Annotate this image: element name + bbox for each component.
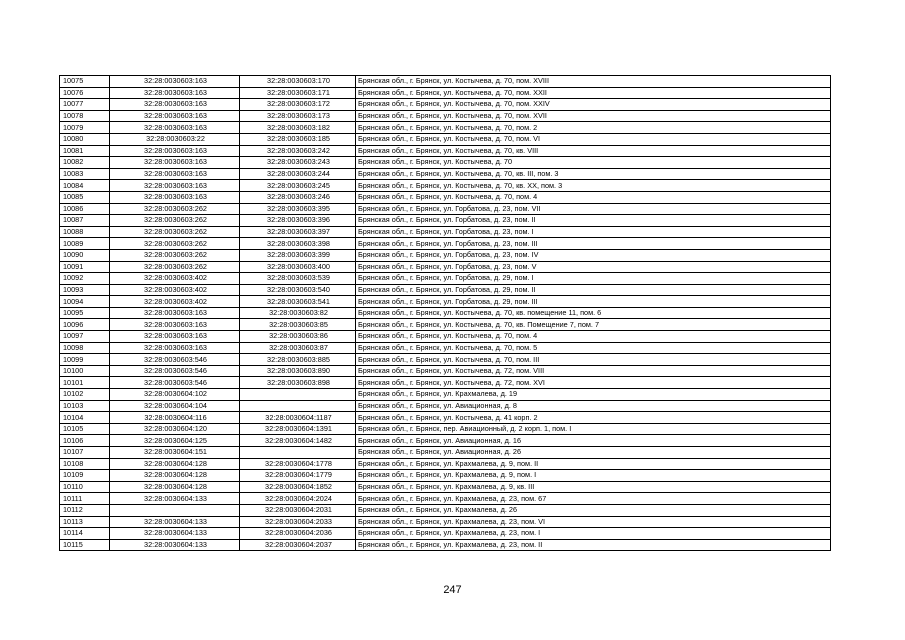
address-cell: Брянская обл., г. Брянск, ул. Крахмалева, д. 23, пом. 67 (356, 493, 831, 505)
table-row (60, 307, 831, 319)
row-number-cell: 10091 (60, 261, 110, 273)
table-row (60, 412, 831, 424)
parcel-number-cell: 32:28:0030603:163 (110, 319, 240, 331)
object-number-cell: 32:28:0030604:1852 (240, 481, 356, 493)
table-row (60, 365, 831, 377)
address-cell: Брянская обл., г. Брянск, ул. Горбатова, д. 29, пом. I (356, 273, 831, 285)
address-cell: Брянская обл., г. Брянск, ул. Костычева, д. 70 (356, 157, 831, 169)
table-row (60, 447, 831, 459)
table-row (60, 249, 831, 261)
row-number-cell: 10100 (60, 365, 110, 377)
object-number-cell: 32:28:0030603:540 (240, 284, 356, 296)
address-cell: Брянская обл., г. Брянск, ул. Горбатова, д. 23, пом. III (356, 238, 831, 250)
parcel-number-cell: 32:28:0030603:262 (110, 203, 240, 215)
object-number-cell: 32:28:0030603:245 (240, 180, 356, 192)
object-number-cell: 32:28:0030603:242 (240, 145, 356, 157)
object-number-cell: 32:28:0030603:885 (240, 354, 356, 366)
address-cell: Брянская обл., г. Брянск, ул. Костычева, д. 70, кв. III, пом. 3 (356, 168, 831, 180)
address-cell: Брянская обл., г. Брянск, ул. Крахмалева, д. 26 (356, 504, 831, 516)
object-number-cell: 32:28:0030603:185 (240, 133, 356, 145)
table-row (60, 423, 831, 435)
parcel-number-cell: 32:28:0030603:163 (110, 307, 240, 319)
address-cell: Брянская обл., г. Брянск, ул. Крахмалева, д. 23, пом. VI (356, 516, 831, 528)
object-number-cell: 32:28:0030603:86 (240, 331, 356, 343)
table-row (60, 261, 831, 273)
table-row (60, 493, 831, 505)
parcel-number-cell: 32:28:0030603:262 (110, 226, 240, 238)
row-number-cell: 10090 (60, 249, 110, 261)
row-number-cell: 10095 (60, 307, 110, 319)
parcel-number-cell: 32:28:0030603:163 (110, 76, 240, 88)
object-number-cell: 32:28:0030604:2031 (240, 504, 356, 516)
address-cell: Брянская обл., г. Брянск, ул. Крахмалева, д. 9, пом. I (356, 470, 831, 482)
parcel-number-cell: 32:28:0030603:546 (110, 354, 240, 366)
table-row (60, 528, 831, 540)
row-number-cell: 10108 (60, 458, 110, 470)
address-cell: Брянская обл., г. Брянск, ул. Костычева, д. 70, пом. 2 (356, 122, 831, 134)
row-number-cell: 10099 (60, 354, 110, 366)
parcel-number-cell: 32:28:0030604:102 (110, 389, 240, 401)
address-cell: Брянская обл., г. Брянск, ул. Костычева, д. 70, кв. помещение 11, пом. 6 (356, 307, 831, 319)
address-cell: Брянская обл., г. Брянск, ул. Горбатова, д. 29, пом. II (356, 284, 831, 296)
table-row (60, 215, 831, 227)
table-row (60, 481, 831, 493)
parcel-number-cell: 32:28:0030604:133 (110, 493, 240, 505)
address-cell: Брянская обл., г. Брянск, ул. Горбатова, д. 23, пом. V (356, 261, 831, 273)
row-number-cell: 10112 (60, 504, 110, 516)
object-number-cell: 32:28:0030603:890 (240, 365, 356, 377)
table-row (60, 168, 831, 180)
object-number-cell: 32:28:0030604:2033 (240, 516, 356, 528)
row-number-cell: 10076 (60, 87, 110, 99)
address-cell: Брянская обл., г. Брянск, ул. Костычева, д. 70, пом. III (356, 354, 831, 366)
parcel-number-cell: 32:28:0030603:163 (110, 180, 240, 192)
parcel-number-cell: 32:28:0030603:546 (110, 377, 240, 389)
table-row (60, 458, 831, 470)
object-number-cell: 32:28:0030604:1391 (240, 423, 356, 435)
table-row (60, 110, 831, 122)
table-row (60, 238, 831, 250)
row-number-cell: 10114 (60, 528, 110, 540)
row-number-cell: 10079 (60, 122, 110, 134)
parcel-number-cell: 32:28:0030603:163 (110, 110, 240, 122)
address-cell: Брянская обл., г. Брянск, ул. Костычева, д. 70, пом. 4 (356, 191, 831, 203)
address-cell: Брянская обл., г. Брянск, ул. Костычева, д. 70, кв. VIII (356, 145, 831, 157)
parcel-number-cell: 32:28:0030603:163 (110, 87, 240, 99)
address-cell: Брянская обл., г. Брянск, ул. Костычева, д. 41 корп. 2 (356, 412, 831, 424)
row-number-cell: 10075 (60, 76, 110, 88)
row-number-cell: 10110 (60, 481, 110, 493)
address-cell: Брянская обл., г. Брянск, ул. Крахмалева, д. 9, кв. III (356, 481, 831, 493)
address-cell: Брянская обл., г. Брянск, ул. Горбатова, д. 29, пом. III (356, 296, 831, 308)
object-number-cell: 32:28:0030603:170 (240, 76, 356, 88)
parcel-number-cell: 32:28:0030603:262 (110, 215, 240, 227)
row-number-cell: 10089 (60, 238, 110, 250)
object-number-cell: 32:28:0030604:1187 (240, 412, 356, 424)
row-number-cell: 10085 (60, 191, 110, 203)
table-row (60, 180, 831, 192)
parcel-number-cell: 32:28:0030604:125 (110, 435, 240, 447)
table-row (60, 516, 831, 528)
row-number-cell: 10106 (60, 435, 110, 447)
address-cell: Брянская обл., г. Брянск, ул. Костычева, д. 70, кв. Помещение 7, пом. 7 (356, 319, 831, 331)
object-number-cell: 32:28:0030603:399 (240, 249, 356, 261)
table-row (60, 76, 831, 88)
address-cell: Брянская обл., г. Брянск, ул. Костычева, д. 70, пом. XXII (356, 87, 831, 99)
object-number-cell: 32:28:0030603:400 (240, 261, 356, 273)
address-cell: Брянская обл., г. Брянск, ул. Костычева, д. 72, пом. XVI (356, 377, 831, 389)
row-number-cell: 10096 (60, 319, 110, 331)
parcel-number-cell: 32:28:0030604:116 (110, 412, 240, 424)
table-row (60, 157, 831, 169)
table-row (60, 435, 831, 447)
object-number-cell: 32:28:0030603:397 (240, 226, 356, 238)
table-row (60, 203, 831, 215)
address-cell: Брянская обл., г. Брянск, ул. Горбатова, д. 23, пом. II (356, 215, 831, 227)
parcel-number-cell: 32:28:0030603:163 (110, 331, 240, 343)
address-cell: Брянская обл., г. Брянск, ул. Костычева, д. 70, пом. XVII (356, 110, 831, 122)
parcel-number-cell: 32:28:0030604:120 (110, 423, 240, 435)
table-row (60, 99, 831, 111)
table-body (60, 76, 831, 551)
address-cell: Брянская обл., г. Брянск, пер. Авиационный, д. 2 корп. 1, пом. I (356, 423, 831, 435)
parcel-number-cell: 32:28:0030604:133 (110, 528, 240, 540)
address-cell: Брянская обл., г. Брянск, ул. Крахмалева, д. 19 (356, 389, 831, 401)
row-number-cell: 10081 (60, 145, 110, 157)
object-number-cell: 32:28:0030603:85 (240, 319, 356, 331)
parcel-number-cell: 32:28:0030604:128 (110, 481, 240, 493)
table-row (60, 377, 831, 389)
parcel-number-cell: 32:28:0030603:163 (110, 157, 240, 169)
row-number-cell: 10083 (60, 168, 110, 180)
table-row (60, 191, 831, 203)
address-cell: Брянская обл., г. Брянск, ул. Крахмалева, д. 23, пом. I (356, 528, 831, 540)
address-cell: Брянская обл., г. Брянск, ул. Костычева, д. 70, пом. 4 (356, 331, 831, 343)
parcel-number-cell: 32:28:0030603:402 (110, 284, 240, 296)
row-number-cell: 10104 (60, 412, 110, 424)
address-cell: Брянская обл., г. Брянск, ул. Авиационная, д. 16 (356, 435, 831, 447)
object-number-cell: 32:28:0030603:87 (240, 342, 356, 354)
row-number-cell: 10082 (60, 157, 110, 169)
object-number-cell (240, 447, 356, 459)
address-cell: Брянская обл., г. Брянск, ул. Костычева, д. 70, пом. XVIII (356, 76, 831, 88)
row-number-cell: 10107 (60, 447, 110, 459)
row-number-cell: 10109 (60, 470, 110, 482)
parcel-number-cell: 32:28:0030604:128 (110, 470, 240, 482)
address-cell: Брянская обл., г. Брянск, ул. Костычева, д. 70, пом. XXIV (356, 99, 831, 111)
object-number-cell: 32:28:0030603:243 (240, 157, 356, 169)
object-number-cell: 32:28:0030604:2036 (240, 528, 356, 540)
row-number-cell: 10105 (60, 423, 110, 435)
object-number-cell: 32:28:0030604:1779 (240, 470, 356, 482)
address-cell: Брянская обл., г. Брянск, ул. Костычева, д. 70, кв. XX, пом. 3 (356, 180, 831, 192)
table-row (60, 319, 831, 331)
page-number: 247 (443, 584, 462, 596)
address-cell: Брянская обл., г. Брянск, ул. Горбатова, д. 23, пом. IV (356, 249, 831, 261)
address-cell: Брянская обл., г. Брянск, ул. Авиационная, д. 26 (356, 447, 831, 459)
parcel-number-cell: 32:28:0030604:133 (110, 516, 240, 528)
table-row (60, 226, 831, 238)
row-number-cell: 10101 (60, 377, 110, 389)
table-row (60, 284, 831, 296)
object-number-cell: 32:28:0030603:173 (240, 110, 356, 122)
row-number-cell: 10086 (60, 203, 110, 215)
object-number-cell: 32:28:0030603:539 (240, 273, 356, 285)
parcel-number-cell: 32:28:0030604:104 (110, 400, 240, 412)
row-number-cell: 10088 (60, 226, 110, 238)
table-row (60, 122, 831, 134)
parcel-number-cell: 32:28:0030603:163 (110, 191, 240, 203)
object-number-cell: 32:28:0030604:2037 (240, 539, 356, 551)
parcel-number-cell: 32:28:0030603:402 (110, 296, 240, 308)
parcel-number-cell: 32:28:0030603:22 (110, 133, 240, 145)
table-row (60, 331, 831, 343)
table-row (60, 87, 831, 99)
parcel-number-cell: 32:28:0030604:133 (110, 539, 240, 551)
row-number-cell: 10111 (60, 493, 110, 505)
row-number-cell: 10077 (60, 99, 110, 111)
parcel-number-cell: 32:28:0030603:402 (110, 273, 240, 285)
object-number-cell: 32:28:0030603:82 (240, 307, 356, 319)
table-row (60, 470, 831, 482)
cadastral-table (59, 75, 831, 551)
object-number-cell: 32:28:0030603:541 (240, 296, 356, 308)
object-number-cell: 32:28:0030604:2024 (240, 493, 356, 505)
table-row (60, 389, 831, 401)
table-row (60, 400, 831, 412)
address-cell: Брянская обл., г. Брянск, ул. Крахмалева, д. 23, пом. II (356, 539, 831, 551)
parcel-number-cell: 32:28:0030603:163 (110, 99, 240, 111)
address-cell: Брянская обл., г. Брянск, ул. Костычева, д. 70, пом. VI (356, 133, 831, 145)
object-number-cell: 32:28:0030604:1778 (240, 458, 356, 470)
row-number-cell: 10115 (60, 539, 110, 551)
parcel-number-cell: 32:28:0030603:163 (110, 145, 240, 157)
row-number-cell: 10097 (60, 331, 110, 343)
row-number-cell: 10102 (60, 389, 110, 401)
object-number-cell: 32:28:0030603:244 (240, 168, 356, 180)
table-row (60, 342, 831, 354)
parcel-number-cell: 32:28:0030603:546 (110, 365, 240, 377)
parcel-number-cell: 32:28:0030603:163 (110, 342, 240, 354)
row-number-cell: 10113 (60, 516, 110, 528)
table-row (60, 504, 831, 516)
object-number-cell (240, 400, 356, 412)
object-number-cell: 32:28:0030603:246 (240, 191, 356, 203)
address-cell: Брянская обл., г. Брянск, ул. Крахмалева, д. 9, пом. II (356, 458, 831, 470)
row-number-cell: 10092 (60, 273, 110, 285)
row-number-cell: 10078 (60, 110, 110, 122)
row-number-cell: 10080 (60, 133, 110, 145)
row-number-cell: 10098 (60, 342, 110, 354)
object-number-cell: 32:28:0030603:171 (240, 87, 356, 99)
object-number-cell: 32:28:0030603:898 (240, 377, 356, 389)
object-number-cell: 32:28:0030604:1482 (240, 435, 356, 447)
row-number-cell: 10087 (60, 215, 110, 227)
row-number-cell: 10103 (60, 400, 110, 412)
address-cell: Брянская обл., г. Брянск, ул. Горбатова, д. 23, пом. VII (356, 203, 831, 215)
address-cell: Брянская обл., г. Брянск, ул. Костычева, д. 72, пом. VIII (356, 365, 831, 377)
object-number-cell: 32:28:0030603:395 (240, 203, 356, 215)
parcel-number-cell (110, 504, 240, 516)
table-row (60, 133, 831, 145)
object-number-cell: 32:28:0030603:398 (240, 238, 356, 250)
table-row (60, 539, 831, 551)
address-cell: Брянская обл., г. Брянск, ул. Авиационная, д. 8 (356, 400, 831, 412)
row-number-cell: 10093 (60, 284, 110, 296)
object-number-cell: 32:28:0030603:182 (240, 122, 356, 134)
address-cell: Брянская обл., г. Брянск, ул. Костычева, д. 70, пом. 5 (356, 342, 831, 354)
row-number-cell: 10084 (60, 180, 110, 192)
parcel-number-cell: 32:28:0030604:151 (110, 447, 240, 459)
table-row (60, 354, 831, 366)
parcel-number-cell: 32:28:0030603:262 (110, 261, 240, 273)
table-row (60, 296, 831, 308)
object-number-cell: 32:28:0030603:396 (240, 215, 356, 227)
row-number-cell: 10094 (60, 296, 110, 308)
parcel-number-cell: 32:28:0030603:163 (110, 122, 240, 134)
parcel-number-cell: 32:28:0030603:262 (110, 249, 240, 261)
table-row (60, 145, 831, 157)
parcel-number-cell: 32:28:0030603:163 (110, 168, 240, 180)
parcel-number-cell: 32:28:0030604:128 (110, 458, 240, 470)
table-row (60, 273, 831, 285)
object-number-cell: 32:28:0030603:172 (240, 99, 356, 111)
parcel-number-cell: 32:28:0030603:262 (110, 238, 240, 250)
object-number-cell (240, 389, 356, 401)
address-cell: Брянская обл., г. Брянск, ул. Горбатова, д. 23, пом. I (356, 226, 831, 238)
